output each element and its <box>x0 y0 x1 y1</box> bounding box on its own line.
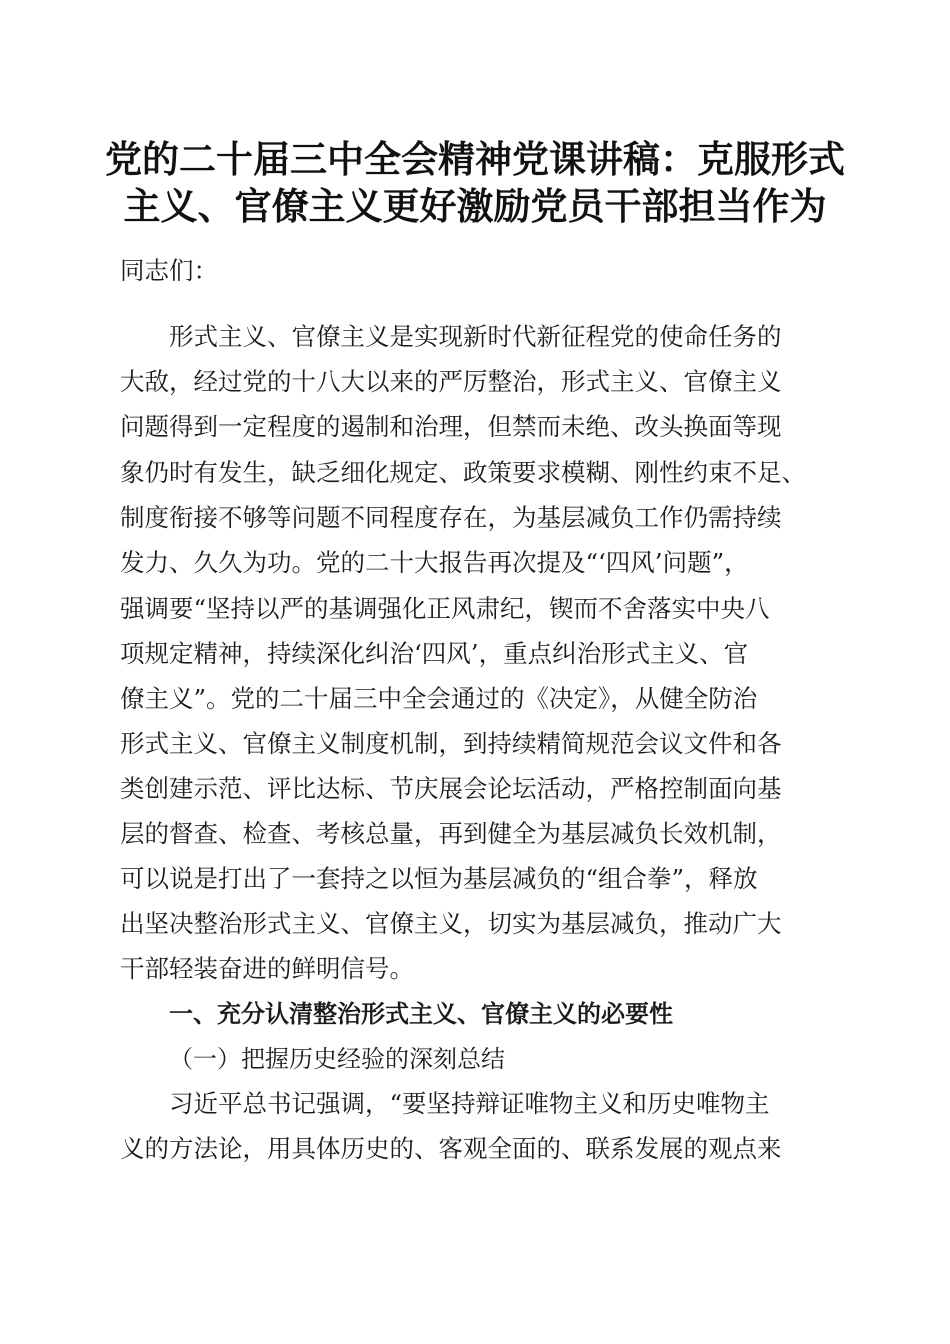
paragraph-line: 层的督查、检查、考核总量，再到健全为基层减负长效机制， <box>120 819 782 848</box>
paragraph-line: 大敌，经过党的十八大以来的严厉整治，形式主义、官僚主义 <box>120 367 782 396</box>
paragraph-line: 制度衔接不够等问题不同程度存在，为基层减负工作仍需持续 <box>120 503 782 532</box>
title-line: 主义、官僚主义更好激励党员干部担当作为 <box>123 184 827 228</box>
title-line: 党的二十届三中全会精神党课讲稿：克服形式 <box>105 137 845 181</box>
paragraph-line: 义的方法论，用具体历史的、客观全面的、联系发展的观点来 <box>120 1134 782 1163</box>
paragraph-line: 类创建示范、评比达标、节庆展会论坛活动，严格控制面向基 <box>120 774 782 803</box>
document-title <box>100 136 850 230</box>
salutation: 同志们： <box>120 256 218 285</box>
paragraph-line: 可以说是打出了一套持之以恒为基层减负的“组合拳”，释放 <box>120 864 758 893</box>
paragraph-line: 干部轻装奋进的鲜明信号。 <box>120 954 414 983</box>
paragraph-line: 僚主义”。党的二十届三中全会通过的《决定》，从健全防治 <box>120 684 758 713</box>
paragraph-line: 项规定精神，持续深化纠治‘四风’，重点纠治形式主义、官 <box>120 639 749 668</box>
paragraph-line: 出坚决整治形式主义、官僚主义，切实为基层减负，推动广大 <box>120 909 782 938</box>
paragraph-line: 发力、久久为功。党的二十大报告再次提及“‘四风’问题”， <box>120 548 749 577</box>
section-heading: 一、充分认清整治形式主义、官僚主义的必要性 <box>169 1000 673 1028</box>
paragraph-line: 形式主义、官僚主义是实现新时代新征程党的使命任务的 <box>169 322 782 351</box>
paragraph-line: 强调要“坚持以严的基调强化正风肃纪，锲而不舍落实中央八 <box>120 594 770 623</box>
paragraph-line: 问题得到一定程度的遏制和治理，但禁而未绝、改头换面等现 <box>120 412 782 441</box>
paragraph-line: 形式主义、官僚主义制度机制，到持续精简规范会议文件和各 <box>120 729 782 758</box>
paragraph-line: 象仍时有发生，缺乏细化规定、政策要求模糊、刚性约束不足、 <box>120 458 806 487</box>
subsection-heading: （一）把握历史经验的深刻总结 <box>169 1045 505 1073</box>
paragraph-line: 习近平总书记强调，“要坚持辩证唯物主义和历史唯物主 <box>169 1089 770 1118</box>
